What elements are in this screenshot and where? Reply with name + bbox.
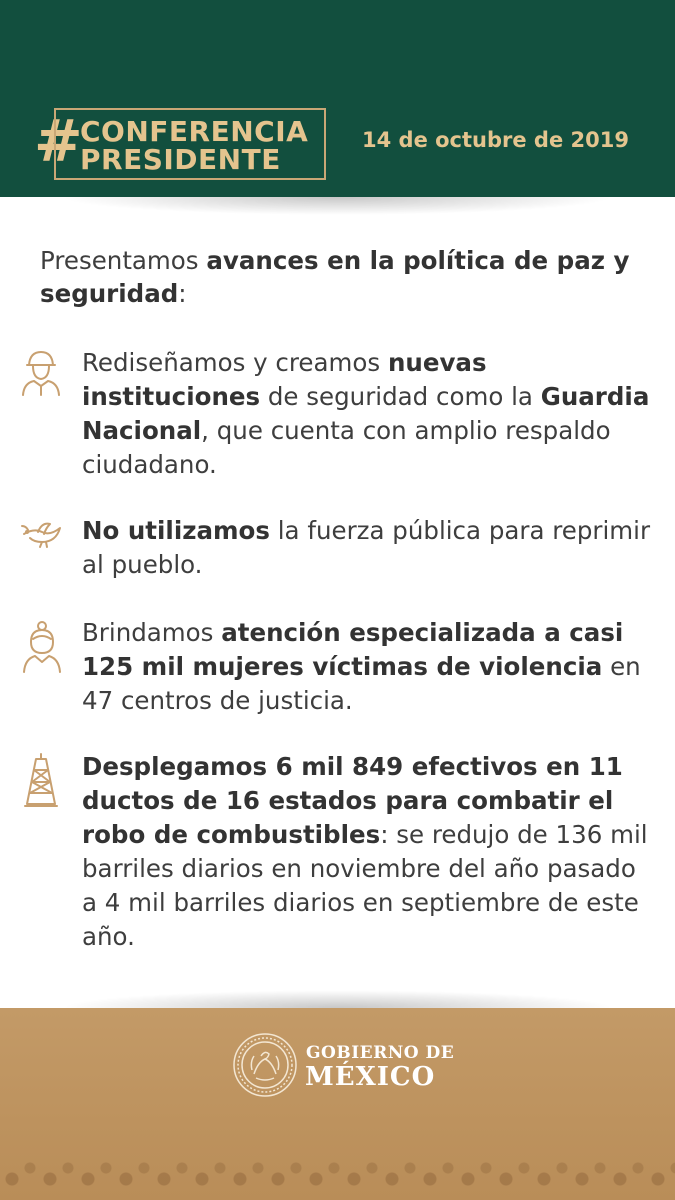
item-combustibles [82,750,657,954]
item1-bold-b: Guardia Nacional [82,382,650,445]
badge-line-presidente: PRESIDENTE [80,143,281,176]
gobierno-de-label: GOBIERNO DE [306,1043,455,1063]
item1-text-b: de seguridad como la [260,382,541,411]
item1-bold-a: nuevas instituciones [82,348,487,411]
conference-date: 14 de octubre de 2019 [362,128,629,152]
item4-text: : se redujo de 136 mil barriles diarios en noviembre del año pasado a 4 mil barriles diarios en septiembre de este año. [82,820,648,951]
footer-pattern [0,1158,675,1200]
mexico-label: MÉXICO [305,1062,436,1092]
woman-icon [22,620,62,674]
header-shadow [60,197,615,215]
item-instituciones [82,346,657,482]
dove-icon [20,518,66,550]
intro-colon: : [178,279,187,308]
item-atencion-mujeres [82,616,657,718]
item-fuerza-publica [82,514,657,582]
footer-shadow [60,990,615,1008]
oil-derrick-icon [24,752,58,808]
item2-text: la fuerza pública para reprimir al pueblo. [82,516,651,579]
item3-text-a: Brindamos [82,618,222,647]
item1-text-c: , que cuenta con amplio respaldo ciudadano. [82,416,611,479]
item1-text-a: Rediseñamos y creamos [82,348,388,377]
intro-bold: avances en la política de paz y seguridad [40,246,630,308]
item3-bold: atención especializada a casi 125 mil mujeres víctimas de violencia [82,618,624,681]
soldier-icon [20,348,62,398]
hashtag-symbol: # [34,107,83,175]
intro-text: Presentamos [40,246,207,275]
item2-bold: No utilizamos [82,516,270,545]
item3-text-b: en 47 centros de justicia. [82,652,641,715]
national-seal-icon [232,1032,298,1102]
item4-bold: Desplegamos 6 mil 849 efectivos en 11 ductos de 16 estados para combatir el robo de combustibles [82,752,623,849]
intro-paragraph [40,244,650,310]
badge-line-conferencia: CONFERENCIA [80,115,309,148]
